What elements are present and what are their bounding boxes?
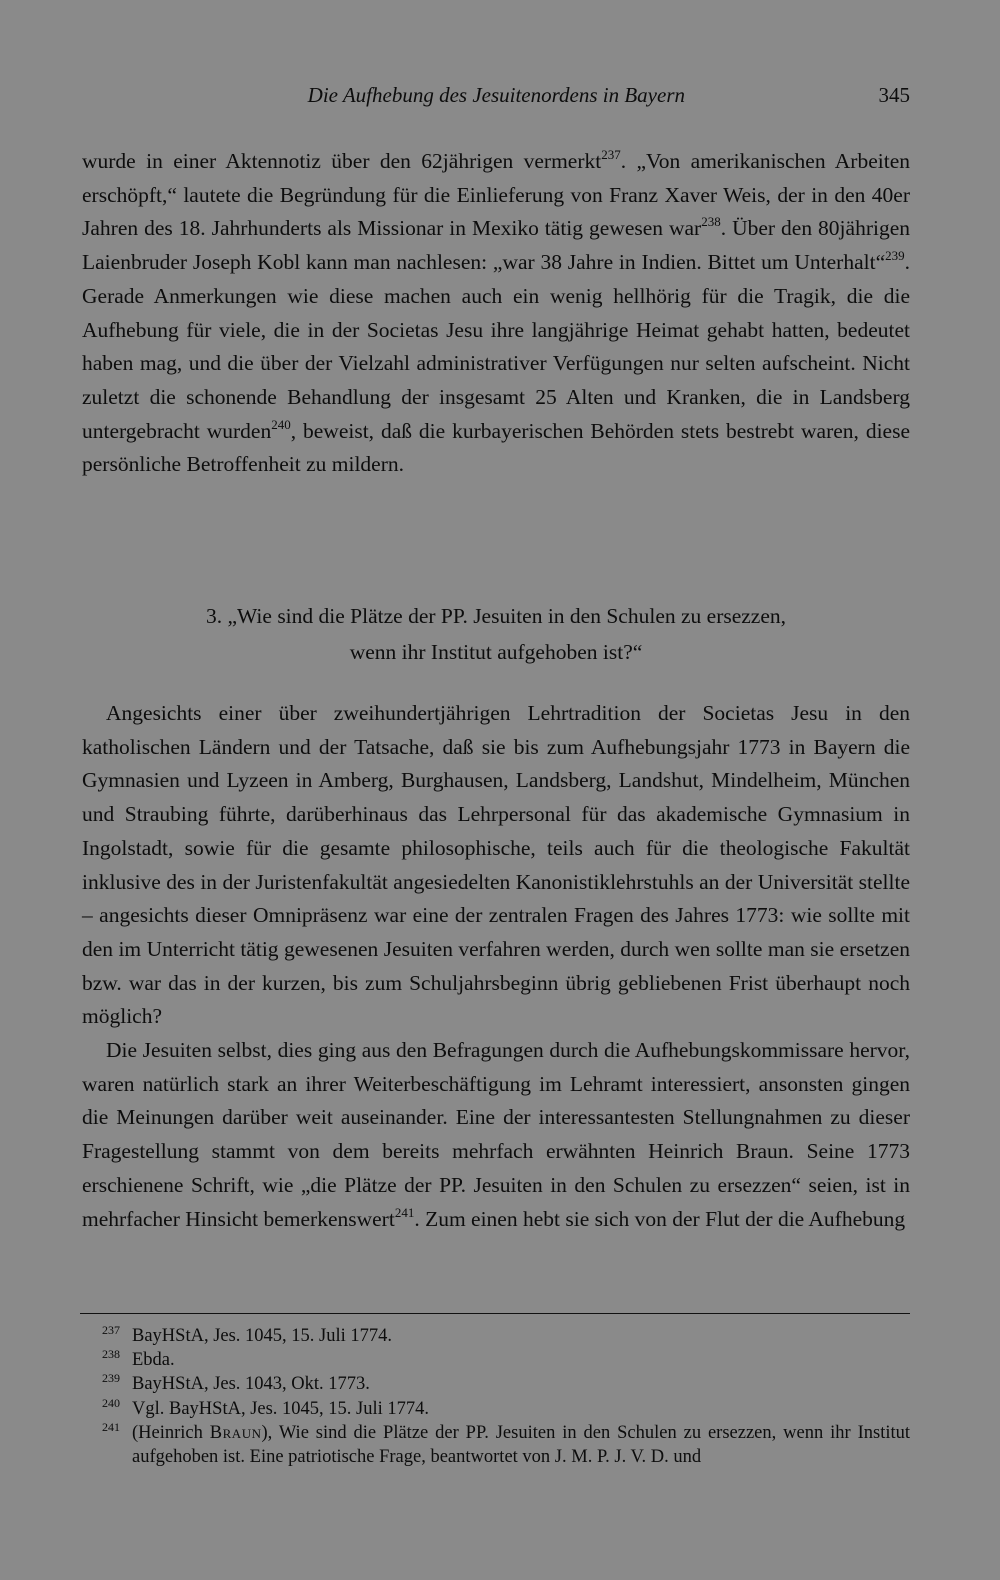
text-run: Die Jesuiten selbst, dies ging aus den Befragungen durch die Aufhebungskommissare hervor, waren natürlich stark an ihrer Weiterbeschäftigung im Lehramt interessiert, ansonsten gingen die Meinungen darüber weit auseinander. Eine der interessantesten Stellungnahmen zu dieser Fragestellung stammt von dem bereits mehrfach erwähnten Heinrich Braun. Seine 1773 erschienene Schrift, wie „die Plätze der PP. Jesuiten in den Schulen zu ersezzen“ seien, ist in mehrfacher Hinsicht bemerkenswert: [82, 1038, 910, 1231]
footnote: [80, 1397, 910, 1421]
running-head: [80, 83, 910, 113]
text-run: . Über den 80jährigen Laienbruder Joseph Kobl kann man nachlesen: „war 38 Jahre in Indien. Bittet um Unterhalt“: [82, 216, 911, 275]
footnote-number: 241: [102, 1419, 120, 1434]
footnote-number: 238: [102, 1347, 120, 1362]
text-run: . Zum einen hebt sie sich von der Flut der die Aufhebung: [414, 1206, 906, 1231]
footnote-ref[interactable]: 238: [701, 214, 721, 230]
text-run: . Gerade Anmerkungen wie diese machen auch ein wenig hellhörig für die Tragik, die die Aufhebung für viele, die in der Societas Jesu ihre langjährige Heimat gehabt hatten, bedeutet haben mag, und die über der Vielzahl administrativer Verfügungen nur selten aufscheint. Nicht zuletzt die schonende Behandlung der insgesamt 25 Alten und Kranken, die in Landsberg untergebracht wurden: [82, 250, 910, 443]
footnote: [80, 1324, 910, 1348]
footnote: [80, 1372, 910, 1396]
section-body: [82, 697, 910, 1236]
footnote-ref[interactable]: 237: [601, 147, 621, 162]
footnote-ref[interactable]: 239: [885, 248, 905, 264]
footnotes: [80, 1324, 910, 1469]
heading-line-1: 3. „Wie sind die Plätze der PP. Jesuiten in den Schulen zu ersezzen,: [205, 604, 787, 628]
footnote-text: (Heinrich Braun), Wie sind die Plätze der PP. Jesuiten in den Schulen zu ersezzen, wenn ihr Institut aufgehoben ist. Eine patriotische Frage, beantwortet von J. M. P. J. V. D. und: [132, 1422, 910, 1468]
footnote-text: BayHStA, Jes. 1043, Okt. 1773.: [132, 1374, 370, 1395]
paragraph: Angesichts einer über zweihundertjährigen Lehrtradition der Societas Jesu in den katholischen Ländern und der Tatsache, daß sie bis zum Aufhebungsjahr 1773 in Bayern die Gymnasien und Lyzeen in Amberg, Burghausen, Landsberg, Landshut, Mindelheim, München und Straubing führte, darüberhinaus das Lehrpersonal für das akademische Gymnasium in Ingolstadt, sowie für die gesamte philosophische, teils auch für die theologische Fakultät inklusive des in der Juristenfakultät angesiedelten Kanonistiklehrstuhls an der Universität stellte – angesichts dieser Omnipräsenz war eine der zentralen Fragen des Jahres 1773: wie sollte mit den im Unterricht tätig gewesenen Jesuiten verfahren werden, durch wen sollte man sie ersetzen bzw. war das in der kurzen, bis zum Schuljahrsbeginn übrig gebliebenen Frist überhaupt noch möglich?: [82, 701, 910, 1029]
text-run: . „Von amerikanischen Arbeiten erschöpft,“ lautete die Begründung für die Einlieferung von Franz Xaver Weis, der in den 40er Jahren des 18. Jahrhunderts als Missionar in Mexiko tätig gewesen war: [82, 149, 910, 241]
footnote-ref[interactable]: 240: [271, 416, 291, 432]
paragraph: [82, 1034, 910, 1236]
footnote-text: Ebda.: [132, 1350, 175, 1371]
section-heading: [82, 598, 910, 670]
footnote-ref[interactable]: 241: [394, 1204, 415, 1220]
footnote: [80, 1421, 910, 1469]
footnote: [80, 1348, 910, 1372]
text-run: wurde in einer Aktennotiz über den 62jährigen vermerkt: [82, 149, 602, 173]
footnote-number: 239: [102, 1371, 120, 1386]
page-number: 345: [878, 83, 910, 107]
footnote-text: BayHStA, Jes. 1045, 15. Juli 1774.: [132, 1326, 393, 1346]
paragraph-continuation: [82, 145, 910, 482]
footnote-number: 240: [102, 1395, 120, 1410]
footnote-divider: [80, 1313, 910, 1314]
heading-line-2: wenn ihr Institut aufgehoben ist?“: [349, 640, 643, 664]
author-name: Braun: [209, 1422, 262, 1443]
footnote-text: Vgl. BayHStA, Jes. 1045, 15. Juli 1774.: [132, 1398, 430, 1419]
running-title: Die Aufhebung des Jesuitenordens in Bayern: [307, 83, 685, 107]
footnote-number: 237: [102, 1323, 120, 1337]
text-run: , beweist, daß die kurbayerischen Behörden stets bestrebt waren, diese persönliche Betroffenheit zu mildern.: [82, 418, 910, 477]
